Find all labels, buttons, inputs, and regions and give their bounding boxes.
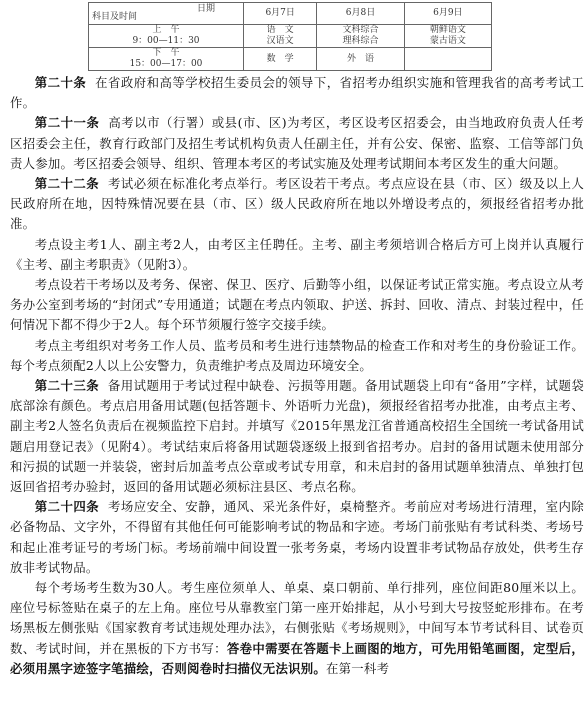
paragraph (10, 578, 584, 679)
regulation-text (10, 73, 584, 679)
paragraph (10, 174, 584, 235)
article-heading: 第二十四条 (34, 499, 100, 515)
subject-cell: 语 文 汉语文 (244, 25, 317, 48)
article-heading: 第二十一条 (34, 115, 100, 131)
paragraph (10, 235, 584, 275)
subject-cell: 数 学 (244, 48, 317, 71)
article-heading: 第二十条 (34, 75, 87, 90)
article-body: 在省政府和高等学校招生委员会的领导下，省招考办组织实施和管理我省的高考考试工作。 (10, 75, 584, 111)
corner-subject-label: 科目及时间 (92, 12, 138, 22)
paragraph (10, 73, 584, 113)
subject-cell (404, 48, 491, 71)
article-body: 考点主考组织对考务工作人员、监考员和考生进行违禁物品的检查工作和对考生的身份验证工作。每个考点须配2人以上公安警力，负责维护考点及周边环境安全。 (10, 337, 584, 373)
subject-cell: 朝鲜语文 蒙古语文 (404, 25, 491, 48)
article-body: 考点设主考1人、副主考2人，由考区主任聘任。主考、副主考须培训合格后方可上岗并认真履行《主考、副主考职责》（见附3）。 (10, 236, 584, 272)
date-header: 6月7日 (244, 3, 317, 25)
date-header: 6月8日 (317, 3, 404, 25)
date-header: 6月9日 (404, 3, 491, 25)
corner-date-label: 日期 (196, 4, 215, 14)
article-body: 考场应安全、安静，通风、采光条件好，桌椅整齐。考前应对考场进行清理，室内除必备物品、文字外，不得留有其他任何可能影响考试的物品和字迹。考场门前张贴有考试科类、考场号和起止准考证号的考场门标。考场前端中间设置一张考务桌，考场内设置非考试物品存放处，供考生存放非考试物品。 (10, 499, 584, 575)
article-body: 考点设若干考场以及考务、保密、保卫、医疗、后勤等小组，以保证考试正常实施。考点设立从考务办公室到考场的“封闭式”专用通道；试题在考点内领取、护送、拆封、回收、清点、封装过程中，任何情况下都不得少于2人。每个环节须履行签字交接手续。 (10, 277, 584, 333)
session-label: 上 午 9：00—11：30 (89, 25, 244, 48)
article-body: 每个考场考生数为30人。考生座位须单人、单桌、桌口朝前、单行排列，座位间距80厘米以上。座位号标签贴在桌子的左上角。座位号从靠教室门第一座开始排起，从小号到大号按竖蛇形排布。在考场黑板左侧张贴《国家教育考试违规处理办法》，右侧张贴《考场规则》，中间写本节考试科目、试卷页数、考试时间，并在黑板的下方书写： (10, 580, 584, 656)
exam-schedule-table (88, 2, 492, 71)
article-heading: 第二十二条 (34, 176, 100, 192)
paragraph (10, 497, 584, 578)
article-body-tail: 在第一科考 (326, 660, 390, 676)
paragraph (10, 376, 584, 497)
paragraph (10, 275, 584, 336)
emphasized-instruction: 答卷中需要在答题卡上画图的地方，可先用铅笔画图，定型后，必须用黑字迹签字笔描绘，否则阅卷时扫描仪无法识别。 (10, 640, 585, 676)
article-heading: 第二十三条 (34, 378, 100, 394)
paragraph (10, 113, 584, 174)
table-corner-header (89, 3, 244, 25)
subject-cell: 文科综合 理科综合 (317, 25, 404, 48)
article-body: 高考以市（行署）或县(市、区)为考区，考区设考区招委会，由当地政府负责人任考区招委会主任，教育行政部门及招生考试机构负责人任副主任，并有公安、保密、监察、工信等部门负责人参加。考区招委会领导、组织、管理本考区的考试实施及处理考试期间本考区发生的重大问题。 (10, 115, 584, 171)
article-body: 考试必须在标准化考点举行。考区设若干考点。考点应设在县（市、区）级及以上人民政府所在地，因特殊情况要在县（市、区）级人民政府所在地以外增设考点的，须报经省招考办批准。 (10, 176, 584, 232)
session-label: 下 午 15：00—17：00 (89, 48, 244, 71)
subject-cell: 外 语 (317, 48, 404, 71)
paragraph (10, 336, 584, 376)
article-body: 备用试题用于考试过程中缺卷、污损等用题。备用试题袋上印有“备用”字样，试题袋底部涂有颜色。考点启用备用试题(包括答题卡、外语听力光盘)，须报经省招考办批准，由考点主考、副主考2人签名负责后在视频监控下启封。并填写《2015年黑龙江省普通高校招生全国统一考试备用试题启用登记表》（见附4）。考试结束后将备用试题袋逐级上报到省招考办。启封的备用试题未使用部分和污损的试题一并装袋，密封后加盖考点公章或考试专用章，和未启封的备用试题单独清点、单独打包返回省招考办验封，返回的备用试题必须标注县区、考点名称。 (10, 378, 585, 495)
